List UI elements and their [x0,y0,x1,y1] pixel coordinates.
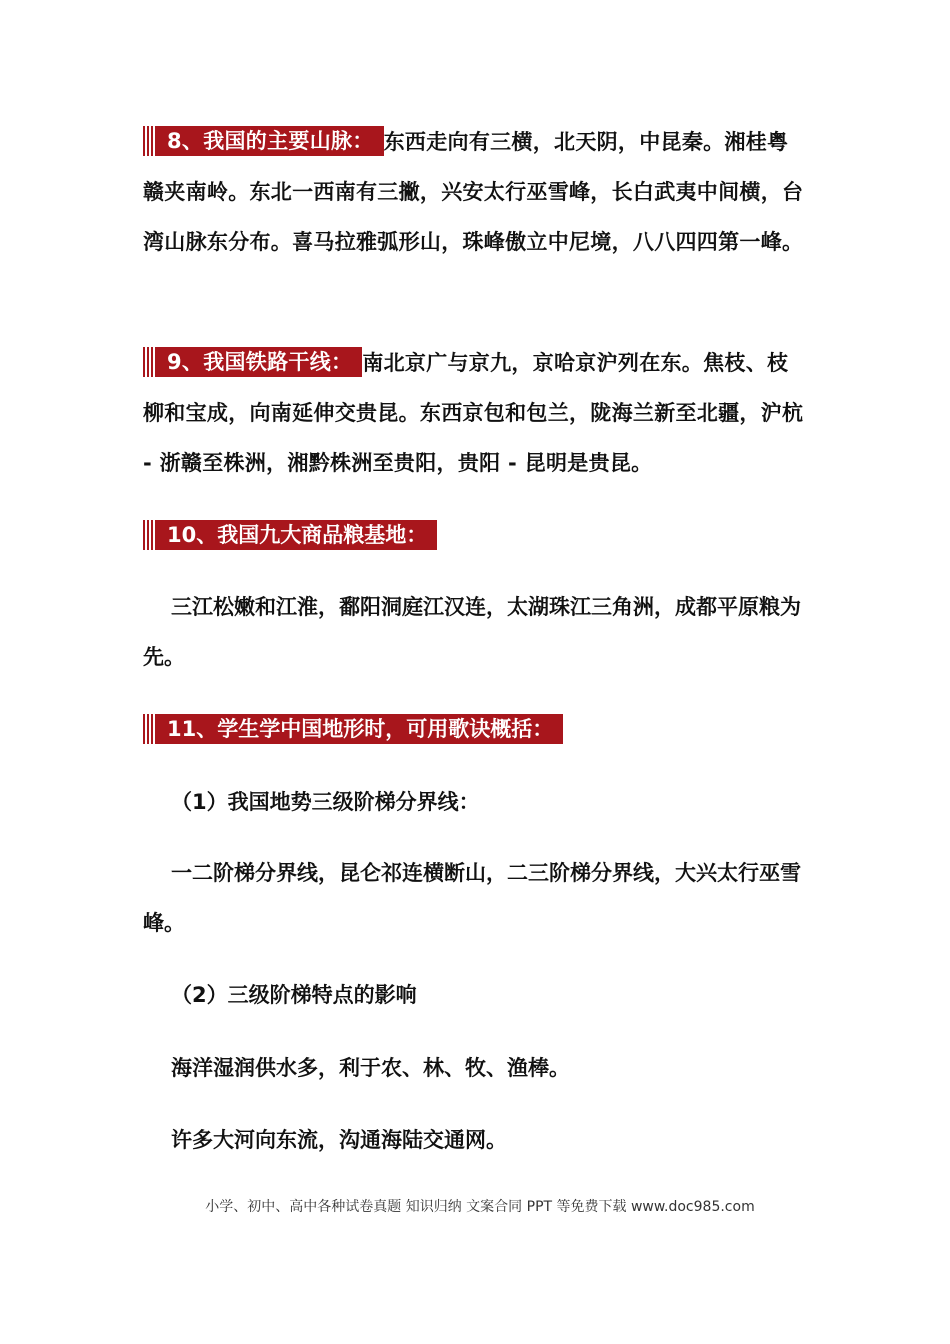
section-8 [143,117,808,267]
section-9 [143,338,808,488]
section-10 [143,520,437,550]
section-11-line-1: 海洋湿润供水多，利于农、林、牧、渔棒。 [171,1056,570,1080]
section-11 [143,714,563,744]
section-11-line-2: 许多大河向东流，沟通海陆交通网。 [171,1128,507,1152]
section-11-subtitle-2: （2）三级阶梯特点的影响 [171,983,417,1007]
page-footer: 小学、初中、高中各种试卷真题 知识归纳 文案合同 PPT 等免费下载 www.doc985.com [205,1199,755,1215]
section-9-body: 南北京广与京九，京哈京沪列在东。焦枝、枝柳和宝成，向南延伸交贵昆。东西京包和包兰，陇海兰新至北疆，沪杭 - 浙赣至株洲，湘黔株洲至贵阳，贵阳 - 昆明是贵昆。 [143,351,804,475]
section-11-body-1: 一二阶梯分界线，昆仑祁连横断山，二三阶梯分界线，大兴太行巫雪峰。 [143,861,801,935]
section-9-heading: 9、我国铁路干线： [143,347,362,377]
section-11-heading: 11、学生学中国地形时，可用歌诀概括： [143,714,563,744]
section-8-body: 东西走向有三横，北天阴，中昆秦。湘桂粤赣夹南岭。东北一西南有三撇，兴安太行巫雪峰，长白武夷中间横，台湾山脉东分布。喜马拉雅弧形山，珠峰傲立中尼境，八八四四第一峰。 [143,130,804,254]
section-10-body: 三江松嫩和江淮，鄱阳洞庭江汉连，太湖珠江三角洲，成都平原粮为先。 [143,595,801,669]
section-8-heading: 8、我国的主要山脉： [143,126,384,156]
section-10-heading: 10、我国九大商品粮基地： [143,520,437,550]
section-11-subtitle-1: （1）我国地势三级阶梯分界线： [171,790,480,814]
